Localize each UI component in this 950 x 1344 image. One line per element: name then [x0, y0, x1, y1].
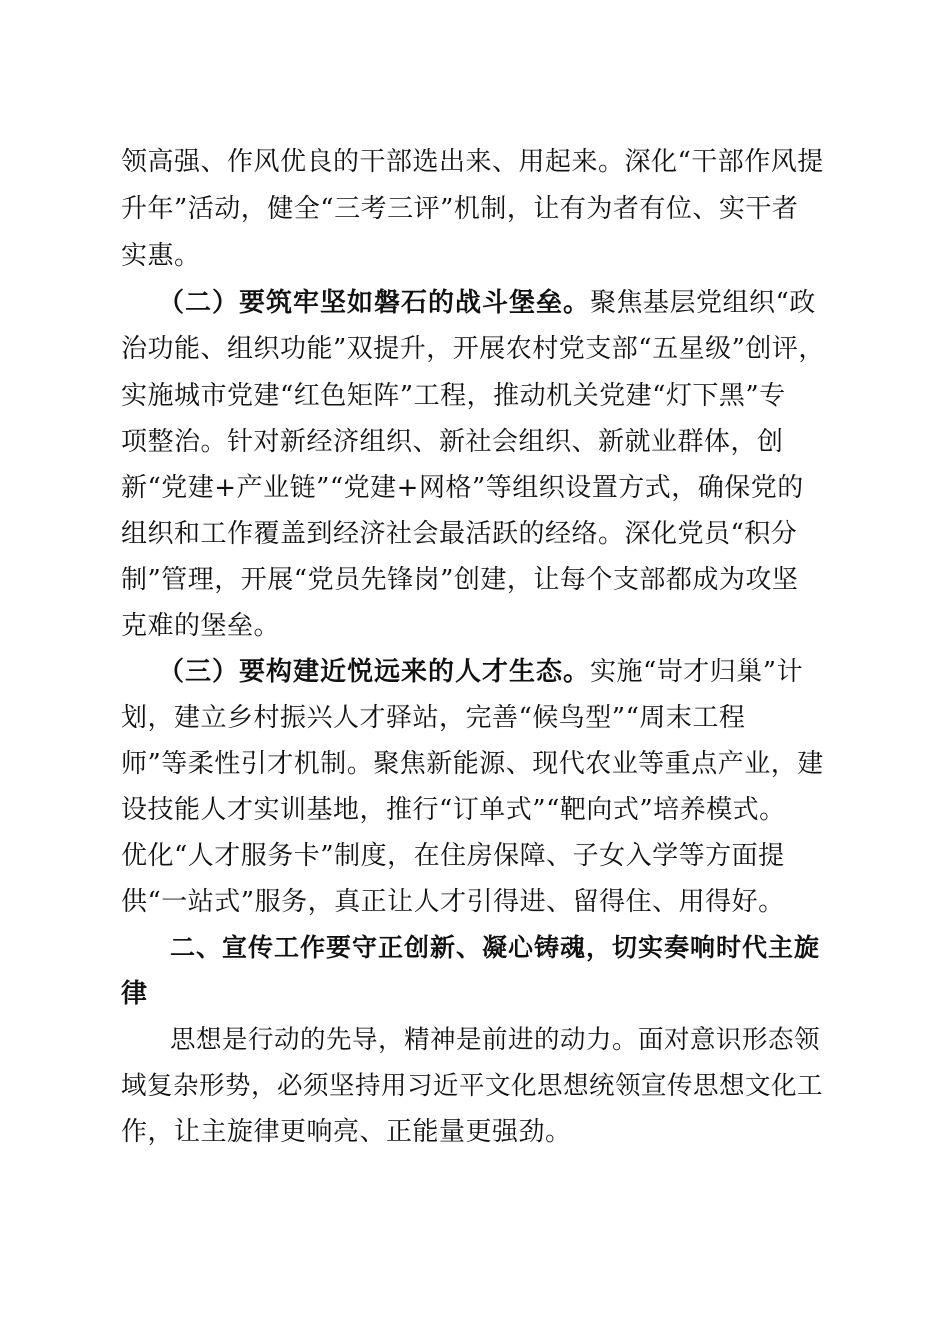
paragraph-line: 划，建立乡村振兴人才驿站，完善“候鸟型”“周末工程 [121, 703, 746, 733]
paragraph-line: 升年”活动，健全“三考三评”机制，让有为者有位、实干者 [121, 194, 799, 224]
main-heading-line: 二、宣传工作要守正创新、凝心铸魂，切实奏响时代主旋 [170, 933, 821, 962]
paragraph-line: 设技能人才实训基地，推行“订单式”“靶向式”培养模式。 [121, 795, 786, 825]
paragraph-line: 组织和工作覆盖到经济社会最活跃的经络。深化党员“积分 [121, 519, 798, 549]
paragraph-line: 制”管理，开展“党员先锋岗”创建，让每个支部都成为攻坚 [121, 565, 799, 595]
paragraph-line: 克难的堡垒。 [121, 611, 281, 641]
paragraph-line: 供“一站式”服务，真正让人才引得进、留得住、用得好。 [121, 887, 785, 917]
paragraph-line: 作，让主旋律更响亮、正能量更强劲。 [121, 1117, 572, 1147]
section-3-first-line [158, 656, 803, 688]
section-3-text: 实施“岢才归巢”计 [590, 657, 804, 687]
paragraph-line: 项整治。针对新经济组织、新社会组织、新就业群体，创 [121, 427, 784, 457]
paragraph-line: 思想是行动的先导，精神是前进的动力。面对意识形态领 [170, 1025, 821, 1055]
paragraph-line: 实施城市党建“红色矩阵”工程，推动机关党建“灯下黑”专 [121, 381, 786, 411]
section-2-first-line [158, 287, 816, 319]
section-2-text: 聚焦基层党组织“政 [590, 288, 816, 318]
paragraph-line: 优化“人才服务卡”制度，在住房保障、子女入学等方面提 [121, 841, 785, 871]
paragraph-line: 师”等柔性引才机制。聚焦新能源、现代农业等重点产业，建 [121, 749, 824, 779]
section-2-heading: （二）要筑牢坚如磐石的战斗堡垒。 [158, 288, 591, 318]
section-3-heading: （三）要构建近悦远来的人才生态。 [158, 657, 591, 687]
paragraph-line: 域复杂形势，必须坚持用习近平文化思想统领宣传思想文化工 [121, 1071, 824, 1101]
paragraph-line: 治功能、组织功能”双提升，开展农村党支部“五星级”创评， [121, 334, 825, 364]
paragraph-line: 领高强、作风优良的干部选出来、用起来。深化“干部作风提 [121, 147, 824, 177]
paragraph-line: 新“党建+产业链”“党建+网格”等组织设置方式，确保党的 [121, 473, 804, 503]
main-heading-line: 律 [121, 979, 149, 1009]
paragraph-line: 实惠。 [121, 241, 201, 271]
